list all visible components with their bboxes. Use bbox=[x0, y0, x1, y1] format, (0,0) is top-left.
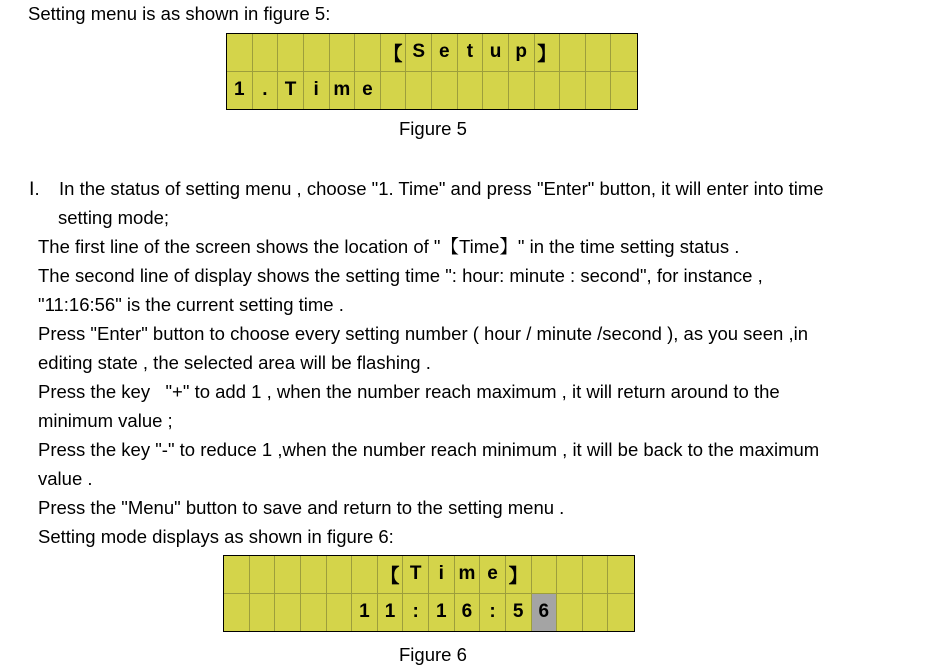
lcd-cell: p bbox=[509, 34, 535, 72]
lcd-cell bbox=[509, 72, 535, 110]
lcd-cell bbox=[557, 556, 583, 594]
lcd-cell bbox=[278, 34, 304, 72]
lcd-cell bbox=[586, 34, 612, 72]
lcd-cell bbox=[583, 594, 609, 632]
lcd-cell bbox=[253, 34, 279, 72]
lcd-cell-selected: 6 bbox=[532, 594, 558, 632]
lcd-cell bbox=[406, 72, 432, 110]
lcd-cell: : bbox=[403, 594, 429, 632]
lcd-cell: . bbox=[253, 72, 279, 110]
lcd-cell bbox=[301, 556, 327, 594]
body-line: value . bbox=[38, 468, 93, 489]
lcd-cell bbox=[560, 72, 586, 110]
lcd-cell: 1 bbox=[227, 72, 253, 110]
lcd-cell bbox=[432, 72, 458, 110]
lcd-cell: T bbox=[403, 556, 429, 594]
lcd-cell: S bbox=[406, 34, 432, 72]
item-line-2: setting mode; bbox=[58, 207, 170, 228]
lcd-cell: 1 bbox=[429, 594, 455, 632]
body-line: The first line of the screen shows the location of "【Time】" in the time setting status . bbox=[38, 236, 740, 257]
lcd-cell bbox=[458, 72, 484, 110]
lcd-cell: : bbox=[480, 594, 506, 632]
lcd-cell bbox=[301, 594, 327, 632]
lcd-cell bbox=[583, 556, 609, 594]
lcd-cell: 】 bbox=[535, 34, 561, 72]
lcd-cell bbox=[227, 34, 253, 72]
lcd-cell bbox=[275, 594, 301, 632]
body-line: editing state , the selected area will be flashing . bbox=[38, 352, 431, 373]
lcd-cell: T bbox=[278, 72, 304, 110]
lcd-cell: i bbox=[304, 72, 330, 110]
lcd-cell bbox=[304, 34, 330, 72]
lcd-cell bbox=[250, 594, 276, 632]
item-marker: Ⅰ. bbox=[29, 178, 40, 199]
lcd-cell bbox=[557, 594, 583, 632]
lcd-cell: 【 bbox=[381, 34, 407, 72]
lcd-cell bbox=[352, 556, 378, 594]
figure-5-caption: Figure 5 bbox=[399, 118, 467, 139]
lcd-display-setup bbox=[226, 33, 638, 110]
lcd-cell bbox=[560, 34, 586, 72]
lcd-cell: u bbox=[483, 34, 509, 72]
lcd-cell bbox=[611, 34, 637, 72]
body-line: Press the key "+" to add 1 , when the number reach maximum , it will return around to the bbox=[38, 381, 780, 402]
lcd-cell: 【 bbox=[378, 556, 404, 594]
body-line: The second line of display shows the setting time ": hour: minute : second", for instance , bbox=[38, 265, 763, 286]
body-line: Press "Enter" button to choose every setting number ( hour / minute /second ), as you seen ,in bbox=[38, 323, 808, 344]
lcd-cell bbox=[327, 594, 353, 632]
intro-text: Setting menu is as shown in figure 5: bbox=[28, 3, 331, 24]
lcd-cell bbox=[532, 556, 558, 594]
lcd-cell: 6 bbox=[455, 594, 481, 632]
lcd-cell: e bbox=[355, 72, 381, 110]
lcd-cell bbox=[224, 556, 250, 594]
body-line: minimum value ; bbox=[38, 410, 173, 431]
lcd-cell bbox=[535, 72, 561, 110]
lcd-cell: t bbox=[458, 34, 484, 72]
lcd-cell bbox=[483, 72, 509, 110]
lcd-cell bbox=[586, 72, 612, 110]
lcd-cell bbox=[224, 594, 250, 632]
lcd-cell: 5 bbox=[506, 594, 532, 632]
lcd-cell: 】 bbox=[506, 556, 532, 594]
lcd-cell: m bbox=[330, 72, 356, 110]
body-line: Press the "Menu" button to save and return to the setting menu . bbox=[38, 497, 565, 518]
lcd-cell bbox=[608, 594, 634, 632]
lcd-cell: m bbox=[455, 556, 481, 594]
body-line: Setting mode displays as shown in figure 6: bbox=[38, 526, 394, 547]
lcd-cell bbox=[327, 556, 353, 594]
lcd-cell: 1 bbox=[378, 594, 404, 632]
lcd-cell: i bbox=[429, 556, 455, 594]
lcd-cell bbox=[608, 556, 634, 594]
item-line-1: In the status of setting menu , choose "1. Time" and press "Enter" button, it will enter into time bbox=[59, 178, 824, 199]
body-line: "11:16:56" is the current setting time . bbox=[38, 294, 344, 315]
lcd-cell bbox=[381, 72, 407, 110]
lcd-cell bbox=[275, 556, 301, 594]
figure-6-caption: Figure 6 bbox=[399, 644, 467, 665]
lcd-cell: 1 bbox=[352, 594, 378, 632]
lcd-cell bbox=[355, 34, 381, 72]
lcd-cell: e bbox=[432, 34, 458, 72]
lcd-cell bbox=[611, 72, 637, 110]
body-line: Press the key "-" to reduce 1 ,when the number reach minimum , it will be back to the maximum bbox=[38, 439, 820, 460]
lcd-display-time bbox=[223, 555, 635, 632]
lcd-cell bbox=[250, 556, 276, 594]
lcd-cell: e bbox=[480, 556, 506, 594]
lcd-cell bbox=[330, 34, 356, 72]
